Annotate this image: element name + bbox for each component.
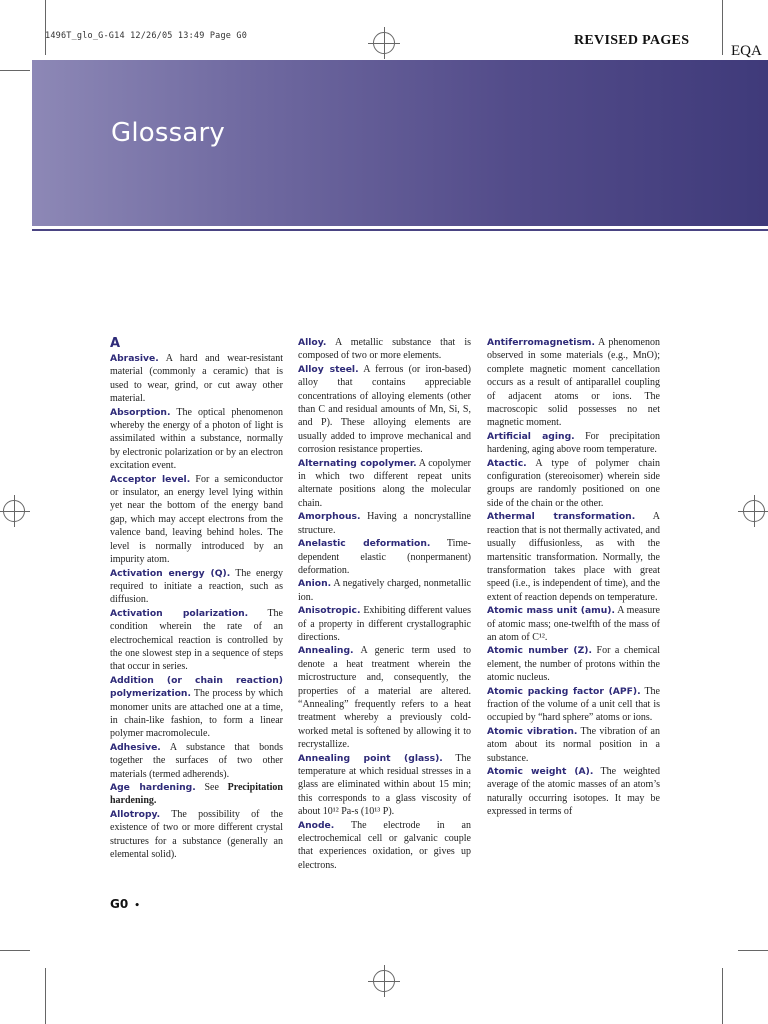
glossary-entry bbox=[110, 674, 283, 741]
glossary-definition: The process by which monomer units are attached one at a time, in chain-like fashion, to form a linear polymer macromolecule. bbox=[110, 688, 283, 740]
cross-reference: Precipitation hardening. bbox=[110, 782, 283, 807]
glossary-definition: The energy required to initiate a reaction, such as diffusion. bbox=[110, 567, 283, 606]
page-number-text: G0 bbox=[110, 897, 129, 911]
glossary-entry bbox=[487, 765, 660, 819]
crop-mark bbox=[722, 0, 723, 55]
glossary-entry bbox=[487, 604, 660, 644]
glossary-definition: Exhibiting different values of a property in different crystallographic directions. bbox=[298, 605, 471, 643]
glossary-entry bbox=[298, 336, 471, 363]
glossary-term: Activation polarization. bbox=[110, 607, 249, 619]
glossary-definition: A generic term used to denote a heat treatment wherein the microstructure and, consequently, the properties of a material are altered. “Annealing” frequently refers to a heat treatment whereby a previously cold-worked metal is softened by allowing it to recrystallize. bbox=[298, 645, 471, 751]
glossary-term: Annealing. bbox=[298, 645, 354, 657]
entries bbox=[298, 336, 471, 872]
registration-mark-icon bbox=[3, 500, 25, 522]
glossary-definition: A measure of atomic mass; one-twelfth of the mass of an atom of C¹². bbox=[487, 605, 660, 643]
glossary-term: Amorphous. bbox=[298, 511, 361, 523]
page-number bbox=[110, 897, 140, 911]
entries bbox=[487, 336, 660, 819]
glossary-definition: A type of polymer chain configuration (stereoisomer) wherein side groups are randomly positioned on one side of the chain or the other. bbox=[487, 457, 660, 509]
glossary-term: Abrasive. bbox=[110, 353, 159, 364]
glossary-entry bbox=[487, 510, 660, 604]
glossary-definition: The temperature at which residual stresses in a glass are eliminated within about 15 min; this corresponds to a glass viscosity of about 10¹² Pa-s (10¹³ P). bbox=[298, 752, 471, 818]
glossary-term: Artificial aging. bbox=[487, 430, 575, 442]
glossary-term: Anisotropic. bbox=[298, 605, 361, 617]
chapter-banner bbox=[32, 60, 768, 226]
glossary-term: Allotropy. bbox=[110, 808, 161, 820]
glossary-definition: Time-dependent elastic (nonpermanent) deformation. bbox=[298, 538, 471, 576]
glossary-definition: See bbox=[195, 782, 228, 793]
glossary-term: Anode. bbox=[298, 819, 335, 831]
glossary-entry bbox=[298, 604, 471, 644]
glossary-term: Atomic vibration. bbox=[487, 725, 578, 737]
crop-mark bbox=[738, 950, 768, 951]
revised-pages-label: REVISED PAGES bbox=[574, 33, 690, 48]
glossary-entry bbox=[110, 567, 283, 607]
glossary-column-2 bbox=[298, 336, 471, 872]
glossary-term: Activation energy (Q). bbox=[110, 567, 231, 579]
glossary-entry bbox=[487, 430, 660, 457]
glossary-term: Anelastic deformation. bbox=[298, 538, 431, 550]
glossary-entry bbox=[298, 537, 471, 577]
entries bbox=[110, 352, 283, 861]
glossary-term: Alternating copolymer. bbox=[298, 457, 417, 469]
glossary-entry bbox=[298, 752, 471, 819]
glossary-definition: A phenomenon observed in some materials (e.g., MnO); complete magnetic moment cancellation occurs as a result of antiparallel coupling of adjacent atoms or ions. The macroscopic solid possesses no net magnetic moment. bbox=[487, 337, 660, 429]
glossary-column-3 bbox=[487, 336, 660, 819]
glossary-definition: The electrode in an electrochemical cell or galvanic couple that experiences oxidation, or gives up electrons. bbox=[298, 819, 471, 871]
banner-rule bbox=[32, 229, 768, 231]
glossary-term: Alloy steel. bbox=[298, 363, 359, 375]
glossary-definition: A copolymer in which two different repeat units alternate positions along the molecular chain. bbox=[298, 457, 471, 509]
glossary-definition: For a semiconductor or insulator, an energy level lying within yet near the bottom of the energy band gap, which may accept electrons from the valence band, leaving behind holes. The level is normally introduced by an impurity atom. bbox=[110, 473, 283, 566]
glossary-entry bbox=[110, 781, 283, 808]
glossary-entry bbox=[298, 819, 471, 873]
glossary-definition: A hard and wear-resistant material (commonly a ceramic) that is used to wear, grind, or cut away other material. bbox=[110, 353, 283, 405]
bullet: • bbox=[134, 901, 140, 911]
glossary-term: Atomic weight (A). bbox=[487, 766, 594, 777]
glossary-entry bbox=[110, 473, 283, 567]
registration-mark-icon bbox=[373, 970, 395, 992]
glossary-term: Adhesive. bbox=[110, 741, 161, 753]
registration-mark-icon bbox=[373, 32, 395, 54]
registration-mark-icon bbox=[743, 500, 765, 522]
glossary-term: Antiferromagnetism. bbox=[487, 337, 595, 348]
glossary-definition: Having a noncrystalline structure. bbox=[298, 511, 471, 536]
glossary-term: Annealing point (glass). bbox=[298, 752, 443, 764]
glossary-entry bbox=[298, 363, 471, 457]
glossary-definition: The condition wherein the rate of an electrochemical reaction is controlled by the one slowest step in a sequence of steps that occur in series. bbox=[110, 607, 283, 673]
section-letter: A bbox=[110, 336, 121, 351]
glossary-entry bbox=[487, 725, 660, 765]
glossary-definition: The optical phenomenon whereby the energy of a photon of light is assimilated within a substance, normally by electronic polarization or by an electron excitation event. bbox=[110, 406, 283, 472]
glossary-column-1 bbox=[110, 336, 283, 861]
glossary-term: Addition (or chain reaction) polymerization. bbox=[110, 674, 283, 700]
glossary-term: Atomic packing factor (APF). bbox=[487, 685, 641, 697]
glossary-entry bbox=[110, 607, 283, 674]
page-title: Glossary bbox=[111, 118, 225, 148]
crop-mark bbox=[0, 70, 30, 71]
glossary-entry bbox=[110, 352, 283, 406]
crop-mark bbox=[0, 950, 30, 951]
glossary-term: Acceptor level. bbox=[110, 473, 191, 485]
glossary-term: Absorption. bbox=[110, 406, 171, 418]
glossary-entry bbox=[298, 577, 471, 604]
glossary-term: Atomic number (Z). bbox=[487, 645, 592, 657]
eqa-label: EQA bbox=[731, 43, 762, 59]
glossary-definition: The possibility of the existence of two or more different crystal structures for a substance (generally an elemental solid). bbox=[110, 808, 283, 861]
glossary-definition: A reaction that is not thermally activated, and usually diffusionless, as with the martensitic transformation. Normally, the transformation takes place with great speed (i.e., is independent of time), and the extent of reaction depends on temperature. bbox=[487, 511, 661, 603]
glossary-entry bbox=[487, 457, 660, 511]
crop-mark bbox=[45, 0, 46, 55]
crop-mark bbox=[45, 968, 46, 1024]
glossary-term: Atomic mass unit (amu). bbox=[487, 605, 615, 617]
glossary-definition: The weighted average of the atomic masses of an atom’s naturally occurring isotopes. It may be expressed in terms of bbox=[487, 766, 660, 818]
glossary-entry bbox=[298, 457, 471, 511]
glossary-term: Atactic. bbox=[487, 457, 527, 469]
glossary-definition: A metallic substance that is composed of two or more elements. bbox=[298, 337, 471, 362]
file-slug: 1496T_glo_G-G14 12/26/05 13:49 Page G0 bbox=[45, 31, 248, 41]
glossary-entry bbox=[487, 644, 660, 684]
glossary-entry bbox=[487, 336, 660, 430]
glossary-definition: The vibration of an atom about its normal position in a substance. bbox=[487, 725, 660, 764]
glossary-definition: A negatively charged, nonmetallic ion. bbox=[298, 578, 471, 603]
glossary-entry bbox=[487, 685, 660, 725]
glossary-definition: For a chemical element, the number of protons within the atomic nucleus. bbox=[487, 645, 660, 684]
glossary-term: Athermal transformation. bbox=[487, 511, 636, 523]
glossary-entry bbox=[298, 510, 471, 537]
glossary-definition: A substance that bonds together the surfaces of two other materials (termed adherends). bbox=[110, 741, 283, 780]
glossary-term: Alloy. bbox=[298, 337, 327, 348]
glossary-term: Anion. bbox=[298, 578, 332, 590]
glossary-entry bbox=[110, 406, 283, 473]
glossary-definition: For precipitation hardening, aging above room temperature. bbox=[487, 430, 660, 456]
glossary-entry bbox=[298, 644, 471, 751]
glossary-definition: A ferrous (or iron-based) alloy that contains appreciable concentrations of alloying elements (other than C and residual amounts of Mn, Si, S, and P). These alloying elements are usually added to improve mechanical and corrosion resistance properties. bbox=[298, 363, 472, 456]
glossary-definition: The fraction of the volume of a unit cell that is occupied by “hard sphere” atoms or ions. bbox=[487, 685, 660, 724]
crop-mark bbox=[722, 968, 723, 1024]
glossary-entry bbox=[110, 808, 283, 862]
glossary-term: Age hardening. bbox=[110, 782, 196, 793]
glossary-entry bbox=[110, 741, 283, 781]
